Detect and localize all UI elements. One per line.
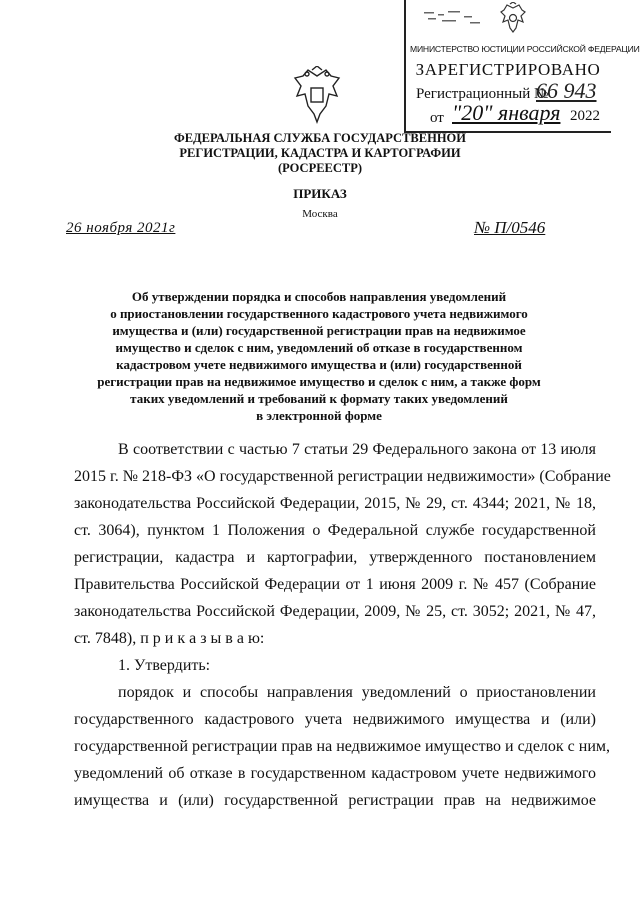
stamp-year: 2022 — [570, 108, 600, 124]
order-number-handwritten: № П/0546 — [474, 218, 546, 237]
subject-line: кадастровом учете недвижимого имущества и (или) государственной — [116, 357, 522, 372]
body-line: Правительства Российской Федерации от 1 июня 2009 г. № 457 (Собрание — [74, 576, 596, 593]
body-line: законодательства Российской Федерации, 2009, № 25, ст. 3052; 2021, № 47, — [74, 603, 596, 620]
order-date-handwritten: 26 ноября 2021г — [66, 220, 176, 236]
agency-name-line3: (РОСРЕЕСТР) — [277, 161, 363, 175]
body-line: государственного кадастрового учета недвижимого имущества и (или) — [74, 711, 596, 728]
stamp-reg-label: Регистрационный № — [416, 86, 549, 102]
body-line: имущества и (или) государственной регистрации прав на недвижимое — [74, 792, 596, 809]
subject-line: о приостановлении государственного кадастрового учета недвижимого — [110, 306, 528, 321]
body-line: ст. 7848), п р и к а з ы в а ю: — [74, 630, 265, 647]
agency-name-line1: ФЕДЕРАЛЬНАЯ СЛУЖБА ГОСУДАРСТВЕННОЙ — [173, 131, 466, 145]
body-line: 1. Утвердить: — [118, 657, 211, 674]
subject-line: регистрации прав на недвижимое имущество и сделок с ним, а также форм — [97, 374, 541, 389]
body-line: законодательства Российской Федерации, 2015, № 29, ст. 4344; 2021, № 18, — [74, 495, 596, 512]
document-subject — [74, 288, 564, 424]
body-line: регистрации, кадастра и картографии, утвержденного постановлением — [74, 549, 596, 566]
stamp-noise-marks — [420, 8, 490, 28]
stamp-date-handwritten: "20" января — [452, 100, 561, 125]
stamp-date-prefix: от — [430, 110, 444, 126]
double-headed-eagle-icon — [498, 2, 528, 36]
body-line: 2015 г. № 218-ФЗ «О государственной регистрации недвижимости» (Собрание — [74, 468, 611, 485]
stamp-reg-number: 66 943 — [536, 78, 597, 103]
body-line: уведомлений об отказе в государственном кадастровом учете недвижимого — [74, 765, 596, 782]
coat-of-arms-icon — [290, 66, 344, 124]
stamp-ministry-name: МИНИСТЕРСТВО ЮСТИЦИИ РОССИЙСКОЙ ФЕДЕРАЦИИ — [410, 44, 640, 54]
registration-stamp — [404, 0, 640, 133]
agency-name-line2: РЕГИСТРАЦИИ, КАДАСТРА И КАРТОГРАФИИ — [179, 146, 461, 160]
body-line: В соответствии с частью 7 статьи 29 Федерального закона от 13 июля — [118, 441, 596, 458]
body-line: государственной регистрации прав на недвижимое имущество и сделок с ним, — [74, 738, 611, 755]
subject-line: имущества и (или) государственной регистрации прав на недвижимое — [112, 323, 526, 338]
city: Москва — [302, 208, 338, 220]
body-line: ст. 3064), пунктом 1 Положения о Федеральной службе государственной — [74, 522, 596, 539]
subject-line: Об утверждении порядка и способов направления уведомлений — [131, 289, 507, 304]
document-type: ПРИКАЗ — [293, 186, 347, 201]
stamp-registered-label: ЗАРЕГИСТРИРОВАНО — [415, 60, 601, 79]
subject-line: в электронной форме — [256, 408, 382, 423]
subject-line: таких уведомлений и требований к формату таких уведомлений — [130, 391, 508, 406]
body-line: порядок и способы направления уведомлений о приостановлении — [118, 684, 596, 701]
subject-line: имущество и сделок с ним, уведомлений об отказе в государственном — [115, 340, 523, 355]
